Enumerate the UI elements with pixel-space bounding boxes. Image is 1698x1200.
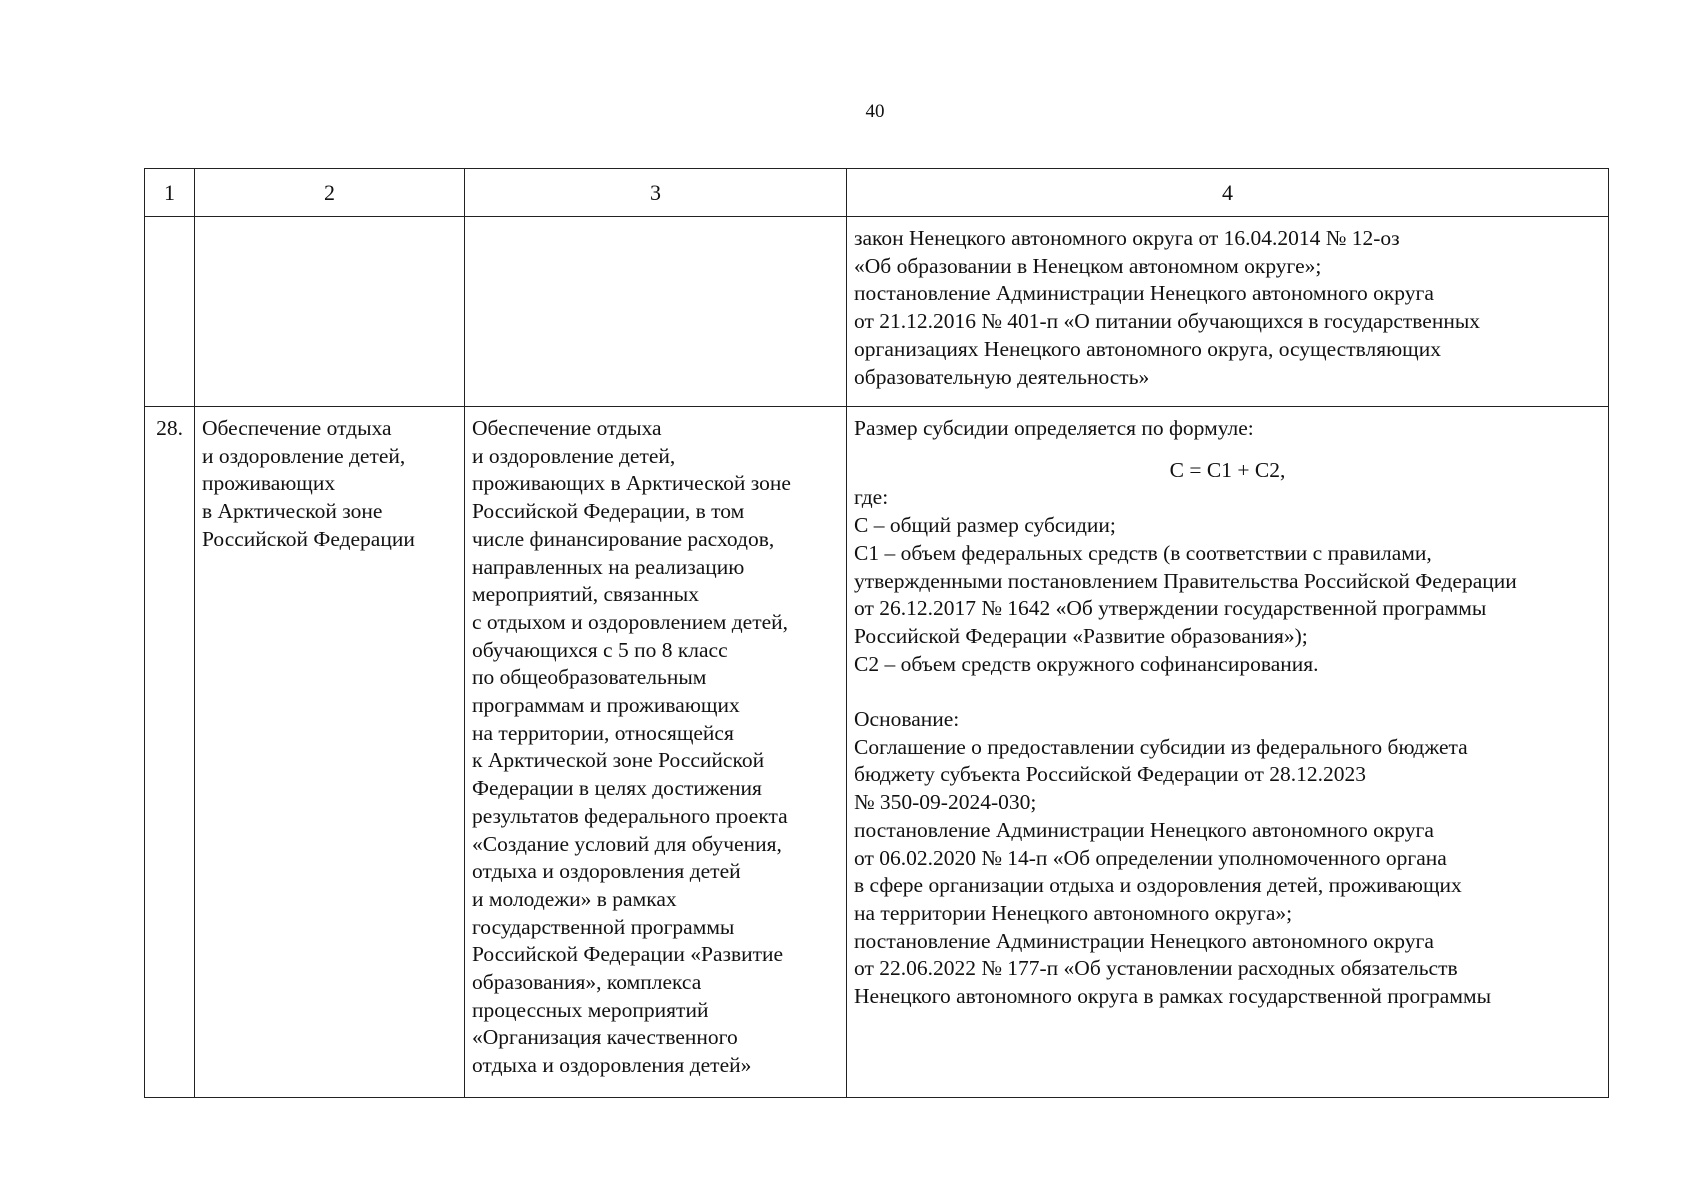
cont-line: образовательную деятельность» <box>854 364 1150 389</box>
name-line: проживающих <box>202 471 336 496</box>
basis-line: бюджету субъекта Российской Федерации от 28.12.2023 <box>854 762 1366 787</box>
name-line: Российской Федерации <box>202 526 415 551</box>
row-28-name <box>195 407 465 1098</box>
desc-line: и молодежи» в рамках <box>472 886 677 911</box>
desc-line: результатов федерального проекта <box>472 803 788 828</box>
header-col-1: 1 <box>145 169 195 217</box>
desc-line: и оздоровление детей, <box>472 443 676 468</box>
table-header-row <box>145 169 1609 217</box>
definition-line: где: <box>854 485 889 510</box>
basis-line: Соглашение о предоставлении субсидии из федерального бюджета <box>854 734 1468 759</box>
desc-line: «Организация качественного <box>472 1025 738 1050</box>
table-row-continuation <box>145 217 1609 407</box>
desc-line: по общеобразовательным <box>472 665 707 690</box>
basis-line: Основание: <box>854 707 960 732</box>
table-row-28 <box>145 407 1609 1098</box>
desc-line: направленных на реализацию <box>472 554 745 579</box>
row-28-calculation <box>847 407 1609 1098</box>
desc-line: программам и проживающих <box>472 693 740 718</box>
cont-col-1 <box>145 217 195 407</box>
desc-line: отдыха и оздоровления детей» <box>472 1053 752 1078</box>
cont-line: постановление Администрации Ненецкого автономного округа <box>854 281 1434 306</box>
cont-col-4 <box>847 217 1609 407</box>
desc-line: Обеспечение отдыха <box>472 416 662 440</box>
cont-line: закон Ненецкого автономного округа от 16.04.2014 № 12-оз <box>854 226 1400 250</box>
basis-line: № 350-09-2024-030; <box>854 790 1037 815</box>
basis-line: постановление Администрации Ненецкого автономного округа <box>854 928 1434 953</box>
spacer <box>854 443 1601 457</box>
desc-line: к Арктической зоне Российской <box>472 748 765 773</box>
name-line: в Арктической зоне <box>202 499 383 524</box>
desc-line: Российской Федерации, в том <box>472 499 745 524</box>
basis-line: Ненецкого автономного округа в рамках государственной программы <box>854 984 1492 1009</box>
definition-line: от 26.12.2017 № 1642 «Об утверждении государственной программы <box>854 596 1487 621</box>
basis-line: в сфере организации отдыха и оздоровления детей, проживающих <box>854 873 1462 898</box>
header-col-2: 2 <box>195 169 465 217</box>
desc-line: образования», комплекса <box>472 970 702 995</box>
desc-line: числе финансирование расходов, <box>472 526 775 551</box>
basis-line: на территории Ненецкого автономного округа»; <box>854 900 1293 925</box>
definition-line: С2 – объем средств окружного софинансирования. <box>854 651 1319 676</box>
definition-line: Российской Федерации «Развитие образования»); <box>854 623 1308 648</box>
formula-intro: Размер субсидии определяется по формуле: <box>854 416 1254 440</box>
definition-line: утвержденными постановлением Правительства Российской Федерации <box>854 568 1517 593</box>
document-table <box>144 168 1609 1098</box>
header-col-4: 4 <box>847 169 1609 217</box>
cont-col-2 <box>195 217 465 407</box>
desc-line: процессных мероприятий <box>472 997 709 1022</box>
cont-line: от 21.12.2016 № 401-п «О питании обучающихся в государственных <box>854 309 1481 334</box>
name-line: Обеспечение отдыха <box>202 416 392 440</box>
row-number: 28. <box>145 407 195 1098</box>
cont-line: организациях Ненецкого автономного округа, осуществляющих <box>854 336 1441 361</box>
desc-line: отдыха и оздоровления детей <box>472 859 741 884</box>
row-28-description <box>465 407 847 1098</box>
name-line: и оздоровление детей, <box>202 443 406 468</box>
header-col-3: 3 <box>465 169 847 217</box>
definition-line: С1 – объем федеральных средств (в соответствии с правилами, <box>854 540 1432 565</box>
desc-line: Федерации в целях достижения <box>472 776 762 801</box>
desc-line: с отдыхом и оздоровлением детей, <box>472 609 789 634</box>
desc-line: «Создание условий для обучения, <box>472 831 782 856</box>
desc-line: государственной программы <box>472 914 735 939</box>
basis-line: от 06.02.2020 № 14-п «Об определении уполномоченного органа <box>854 845 1447 870</box>
cont-line: «Об образовании в Ненецком автономном округе»; <box>854 253 1322 278</box>
desc-line: Российской Федерации «Развитие <box>472 942 784 967</box>
desc-line: проживающих в Арктической зоне <box>472 471 791 496</box>
page-number: 40 <box>865 101 885 122</box>
formula: С = С1 + С2, <box>1169 457 1286 482</box>
definition-line: С – общий размер субсидии; <box>854 513 1116 538</box>
basis-line: постановление Администрации Ненецкого автономного округа <box>854 817 1434 842</box>
cont-col-3 <box>465 217 847 407</box>
spacer <box>854 678 1601 706</box>
desc-line: на территории, относящейся <box>472 720 734 745</box>
desc-line: мероприятий, связанных <box>472 582 699 607</box>
basis-line: от 22.06.2022 № 177-п «Об установлении расходных обязательств <box>854 956 1458 981</box>
desc-line: обучающихся с 5 по 8 класс <box>472 637 728 662</box>
